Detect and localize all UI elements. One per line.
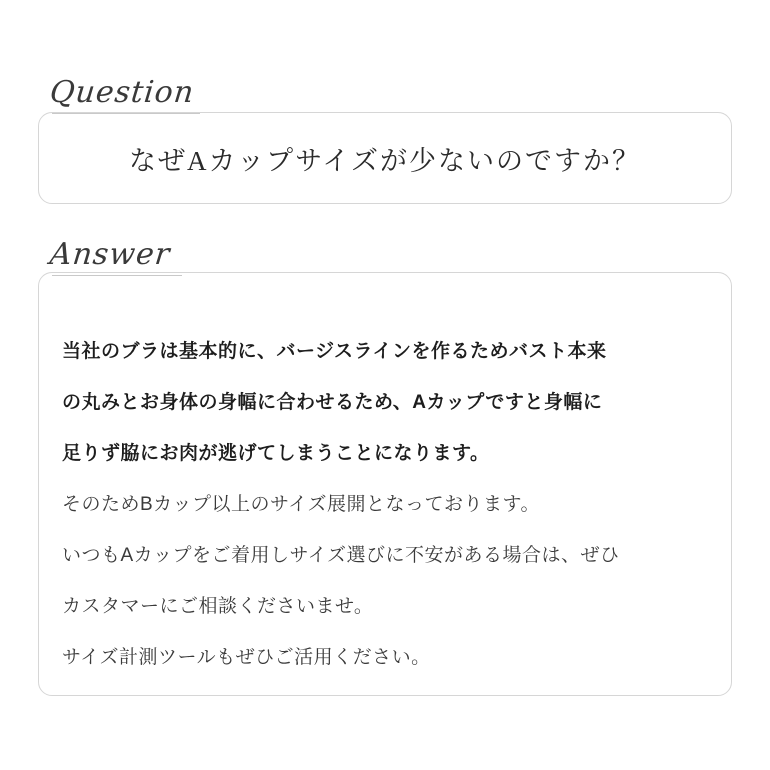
answer-line: 当社のブラは基本的に、バージスラインを作るためバスト本来 — [62, 341, 607, 362]
answer-line: カスタマーにご相談くださいませ。 — [62, 596, 374, 617]
answer-line: そのためBカップ以上のサイズ展開となっております。 — [62, 494, 540, 515]
answer-line: 足りず脇にお肉が逃げてしまうことになります。 — [62, 443, 490, 464]
answer-line: の丸みとお身体の身幅に合わせるため、Aカップですと身幅に — [62, 392, 603, 413]
answer-label: Answer — [38, 240, 187, 270]
question-label: Question — [38, 78, 211, 108]
answer-body — [62, 326, 714, 683]
answer-label-underline — [52, 275, 182, 276]
answer-line: いつもAカップをご着用しサイズ選びに不安がある場合は、ぜひ — [62, 545, 620, 566]
answer-line: サイズ計測ツールもぜひご活用ください。 — [62, 647, 431, 668]
question-text: なぜAカップサイズが少ないのですか？ — [128, 145, 642, 176]
